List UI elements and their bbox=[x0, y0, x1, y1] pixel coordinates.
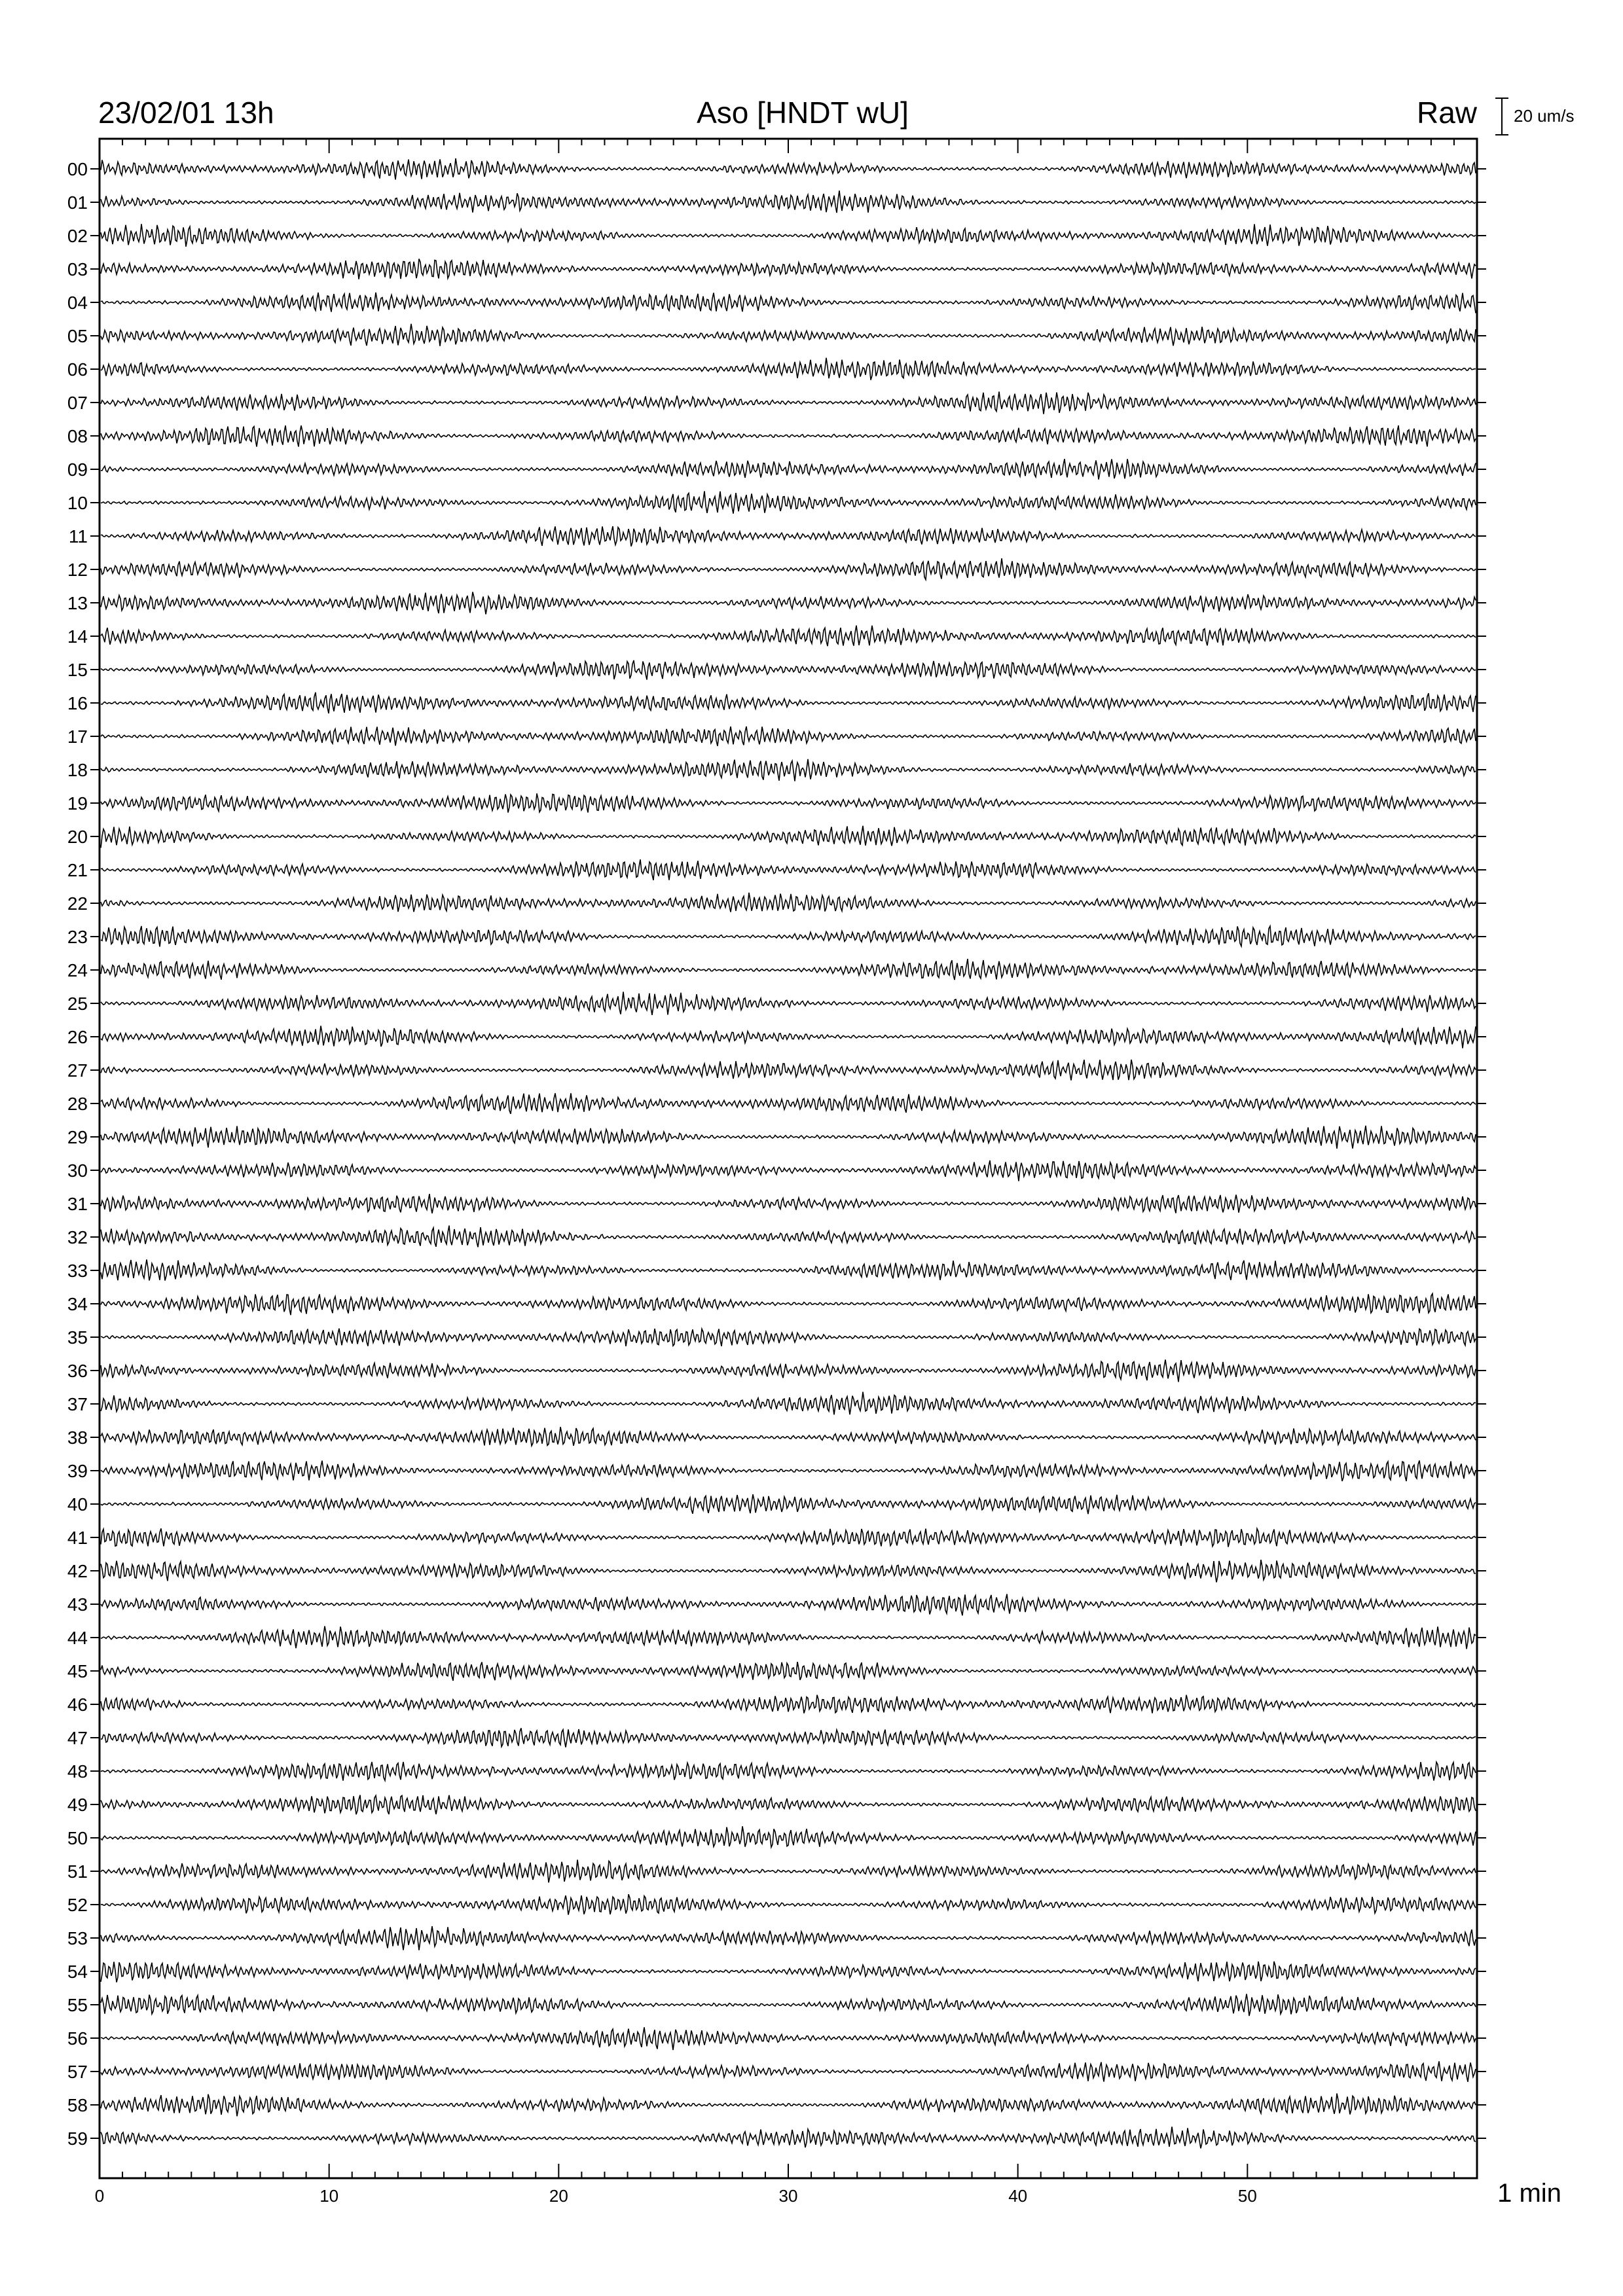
row-label: 15 bbox=[67, 660, 88, 680]
row-label: 07 bbox=[67, 393, 88, 413]
trace-row-50 bbox=[101, 1826, 1476, 1847]
row-label: 52 bbox=[67, 1895, 88, 1915]
trace-row-04 bbox=[101, 293, 1476, 314]
trace-row-24 bbox=[101, 959, 1476, 980]
row-label: 58 bbox=[67, 2095, 88, 2115]
row-label: 02 bbox=[67, 226, 88, 246]
row-label: 38 bbox=[67, 1427, 88, 1448]
trace-row-19 bbox=[101, 793, 1476, 812]
trace-row-33 bbox=[101, 1259, 1476, 1280]
trace-row-37 bbox=[101, 1392, 1476, 1415]
trace-row-23 bbox=[101, 926, 1476, 947]
trace-row-43 bbox=[101, 1594, 1476, 1616]
row-label: 01 bbox=[67, 192, 88, 213]
row-label: 50 bbox=[67, 1828, 88, 1848]
row-label: 24 bbox=[67, 960, 88, 980]
row-label: 36 bbox=[67, 1361, 88, 1381]
trace-row-27 bbox=[101, 1060, 1476, 1081]
row-label: 23 bbox=[67, 927, 88, 947]
trace-row-21 bbox=[101, 859, 1476, 880]
trace-row-08 bbox=[101, 425, 1476, 447]
trace-row-58 bbox=[101, 2094, 1476, 2117]
row-label: 44 bbox=[67, 1628, 88, 1648]
row-label: 26 bbox=[67, 1027, 88, 1047]
trace-row-18 bbox=[101, 759, 1476, 781]
row-label: 35 bbox=[67, 1327, 88, 1348]
trace-row-41 bbox=[101, 1528, 1476, 1547]
trace-row-02 bbox=[101, 224, 1476, 247]
row-label: 59 bbox=[67, 2128, 88, 2149]
x-tick-label: 30 bbox=[778, 2186, 798, 2206]
row-label: 09 bbox=[67, 459, 88, 480]
trace-row-06 bbox=[101, 358, 1476, 380]
row-labels bbox=[67, 159, 1486, 2149]
trace-row-48 bbox=[101, 1762, 1476, 1781]
trace-row-07 bbox=[101, 391, 1476, 414]
trace-row-52 bbox=[101, 1894, 1476, 1914]
row-label: 53 bbox=[67, 1928, 88, 1948]
row-label: 33 bbox=[67, 1261, 88, 1281]
trace-row-32 bbox=[101, 1226, 1476, 1247]
row-label: 30 bbox=[67, 1160, 88, 1181]
row-label: 14 bbox=[67, 626, 88, 647]
trace-row-59 bbox=[101, 2126, 1476, 2148]
trace-row-20 bbox=[101, 826, 1476, 848]
row-label: 11 bbox=[68, 526, 88, 547]
row-label: 43 bbox=[67, 1594, 88, 1615]
trace-row-10 bbox=[101, 491, 1476, 513]
row-label: 45 bbox=[67, 1661, 88, 1681]
chart-mode-label: Raw bbox=[1416, 96, 1477, 130]
trace-row-46 bbox=[101, 1695, 1476, 1713]
trace-row-13 bbox=[101, 592, 1476, 614]
row-label: 06 bbox=[67, 359, 88, 380]
row-label: 19 bbox=[67, 793, 88, 814]
trace-row-25 bbox=[101, 992, 1476, 1015]
trace-row-45 bbox=[101, 1662, 1476, 1681]
row-label: 46 bbox=[67, 1695, 88, 1715]
row-label: 40 bbox=[67, 1494, 88, 1515]
row-label: 04 bbox=[67, 293, 88, 313]
trace-row-11 bbox=[101, 526, 1476, 547]
row-label: 54 bbox=[67, 1962, 88, 1982]
trace-row-34 bbox=[101, 1294, 1476, 1316]
row-label: 08 bbox=[67, 426, 88, 446]
row-label: 17 bbox=[67, 726, 88, 747]
chart-title: Aso [HNDT wU] bbox=[697, 96, 909, 130]
amplitude-scale-label: 20 um/s bbox=[1514, 106, 1575, 126]
row-label: 21 bbox=[67, 860, 88, 880]
row-label: 29 bbox=[67, 1127, 88, 1147]
x-tick-label: 0 bbox=[94, 2186, 105, 2206]
trace-row-35 bbox=[101, 1329, 1476, 1346]
row-label: 28 bbox=[67, 1094, 88, 1114]
trace-row-54 bbox=[101, 1962, 1476, 1982]
trace-row-30 bbox=[101, 1160, 1476, 1181]
row-label: 49 bbox=[67, 1795, 88, 1815]
row-label: 37 bbox=[67, 1394, 88, 1414]
trace-row-09 bbox=[101, 459, 1476, 479]
trace-row-56 bbox=[101, 2027, 1476, 2050]
row-label: 25 bbox=[67, 994, 88, 1014]
waveform-traces bbox=[101, 158, 1476, 2148]
trace-row-28 bbox=[101, 1093, 1476, 1114]
trace-row-57 bbox=[101, 2061, 1476, 2081]
row-label: 31 bbox=[67, 1194, 88, 1214]
trace-row-42 bbox=[101, 1560, 1476, 1582]
x-tick-label: 10 bbox=[319, 2186, 339, 2206]
trace-row-40 bbox=[101, 1494, 1476, 1514]
trace-row-17 bbox=[101, 726, 1476, 746]
row-label: 57 bbox=[67, 2062, 88, 2082]
trace-row-55 bbox=[101, 1994, 1476, 2017]
row-label: 55 bbox=[67, 1995, 88, 2015]
row-label: 22 bbox=[67, 893, 88, 914]
trace-row-14 bbox=[101, 626, 1476, 647]
row-label: 39 bbox=[67, 1461, 88, 1481]
amplitude-scale-bar bbox=[1495, 98, 1575, 135]
row-label: 12 bbox=[67, 560, 88, 580]
row-label: 56 bbox=[67, 2028, 88, 2049]
row-label: 42 bbox=[67, 1561, 88, 1581]
row-label: 48 bbox=[67, 1761, 88, 1782]
row-label: 16 bbox=[67, 693, 88, 713]
trace-row-12 bbox=[101, 558, 1476, 580]
trace-row-22 bbox=[101, 893, 1476, 912]
row-label: 51 bbox=[67, 1861, 88, 1882]
trace-row-05 bbox=[101, 324, 1476, 346]
trace-row-47 bbox=[101, 1728, 1476, 1747]
trace-row-51 bbox=[101, 1860, 1476, 1883]
trace-row-36 bbox=[101, 1359, 1476, 1382]
row-label: 34 bbox=[67, 1294, 88, 1314]
row-label: 00 bbox=[67, 159, 88, 179]
row-label: 41 bbox=[67, 1528, 88, 1548]
chart-datetime: 23/02/01 13h bbox=[98, 96, 274, 130]
trace-row-31 bbox=[101, 1194, 1476, 1213]
x-axis-label: 1 min bbox=[1497, 2179, 1561, 2208]
row-label: 03 bbox=[67, 259, 88, 279]
trace-row-16 bbox=[101, 692, 1476, 713]
row-label: 47 bbox=[67, 1728, 88, 1748]
trace-row-03 bbox=[101, 259, 1476, 279]
x-tick-labels bbox=[95, 2186, 1257, 2206]
row-label: 10 bbox=[67, 493, 88, 513]
trace-row-15 bbox=[101, 660, 1476, 680]
trace-row-38 bbox=[101, 1427, 1476, 1446]
trace-row-01 bbox=[101, 190, 1476, 213]
x-tick-label: 40 bbox=[1008, 2186, 1028, 2206]
trace-row-00 bbox=[101, 158, 1476, 179]
row-label: 05 bbox=[67, 326, 88, 346]
row-label: 27 bbox=[67, 1060, 88, 1081]
x-tick-label: 50 bbox=[1237, 2186, 1257, 2206]
trace-row-53 bbox=[101, 1926, 1476, 1950]
trace-row-26 bbox=[101, 1026, 1476, 1048]
trace-row-39 bbox=[101, 1461, 1476, 1482]
row-label: 13 bbox=[67, 593, 88, 613]
row-label: 18 bbox=[67, 760, 88, 780]
trace-row-44 bbox=[101, 1626, 1476, 1649]
x-tick-label: 20 bbox=[549, 2186, 568, 2206]
row-label: 20 bbox=[67, 827, 88, 847]
trace-row-49 bbox=[101, 1795, 1476, 1815]
trace-row-29 bbox=[101, 1126, 1476, 1149]
row-label: 32 bbox=[67, 1227, 88, 1247]
